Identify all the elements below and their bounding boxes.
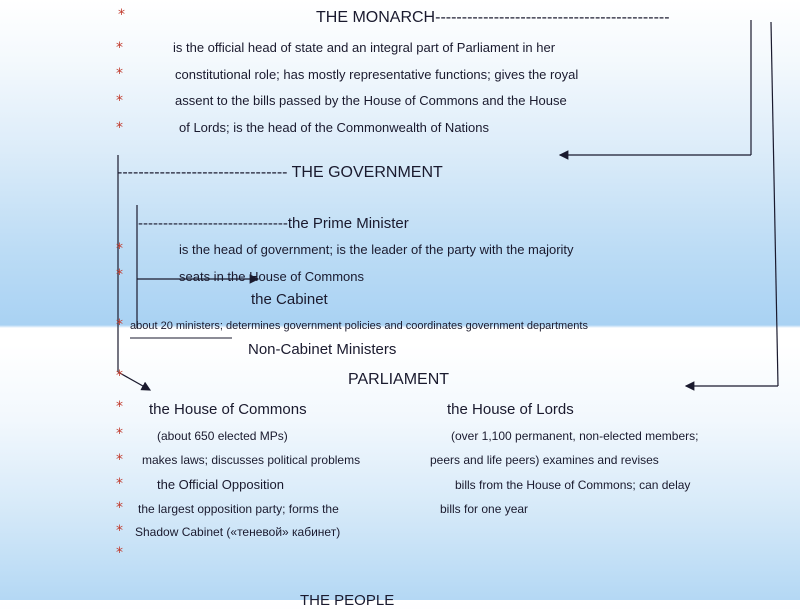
- bullet: *: [116, 452, 123, 468]
- bullet: *: [116, 523, 123, 539]
- cabinet-title: the Cabinet: [251, 291, 328, 308]
- bullet: *: [116, 66, 123, 82]
- bullet: *: [116, 93, 123, 109]
- lords-line-3: bills from the House of Commons; can delay: [455, 478, 691, 492]
- bullet: *: [116, 317, 123, 333]
- bullet: *: [116, 399, 123, 415]
- bullet: *: [116, 267, 123, 283]
- bullet: *: [116, 545, 123, 561]
- parliament-title: PARLIAMENT: [348, 371, 450, 388]
- monarch-line-4: of Lords; is the head of the Commonwealth of Nations: [179, 120, 490, 135]
- commons-line-1: (about 650 elected MPs): [157, 429, 288, 443]
- bullet: *: [118, 7, 125, 23]
- lords-line-4: bills for one year: [440, 502, 529, 516]
- monarch-line-1: is the official head of state and an integral part of Parliament in her: [173, 40, 556, 55]
- bullet: *: [116, 500, 123, 516]
- opposition-line-2: Shadow Cabinet («теневой» кабинет): [135, 525, 341, 539]
- government-title: -------------------------------- THE GOVERNMENT: [117, 164, 443, 181]
- house-of-commons-title: the House of Commons: [149, 401, 307, 418]
- prime-minister-title: ------------------------------the Prime Minister: [138, 215, 409, 232]
- bullet: *: [116, 426, 123, 442]
- cabinet-description: about 20 ministers; determines government policies and coordinates government departments: [130, 320, 588, 332]
- lords-line-1: (over 1,100 permanent, non-elected members;: [451, 429, 699, 443]
- pm-line-1: is the head of government; is the leader of the party with the majority: [179, 242, 574, 257]
- monarch-line-2: constitutional role; has mostly representative functions; gives the royal: [175, 67, 579, 82]
- bullet: *: [116, 120, 123, 136]
- bullet: *: [116, 241, 123, 257]
- the-people-label: THE PEOPLE: [300, 592, 395, 609]
- opposition-line-1: the largest opposition party; forms the: [138, 502, 339, 516]
- house-of-lords-title: the House of Lords: [447, 401, 574, 418]
- commons-line-2: makes laws; discusses political problems: [142, 453, 361, 467]
- bullet: *: [116, 368, 123, 384]
- pm-line-2: seats in the House of Commons: [179, 269, 364, 284]
- lords-line-2: peers and life peers) examines and revises: [430, 453, 659, 467]
- monarch-title: THE MONARCH--------------------------------------------: [316, 9, 670, 26]
- opposition-title: the Official Opposition: [157, 477, 284, 492]
- monarch-line-3: assent to the bills passed by the House of Commons and the House: [175, 93, 567, 108]
- bullet: *: [116, 476, 123, 492]
- bullet: *: [116, 40, 123, 56]
- non-cabinet-ministers: Non-Cabinet Ministers: [248, 341, 397, 358]
- outer-right-vertical-line: [771, 22, 778, 386]
